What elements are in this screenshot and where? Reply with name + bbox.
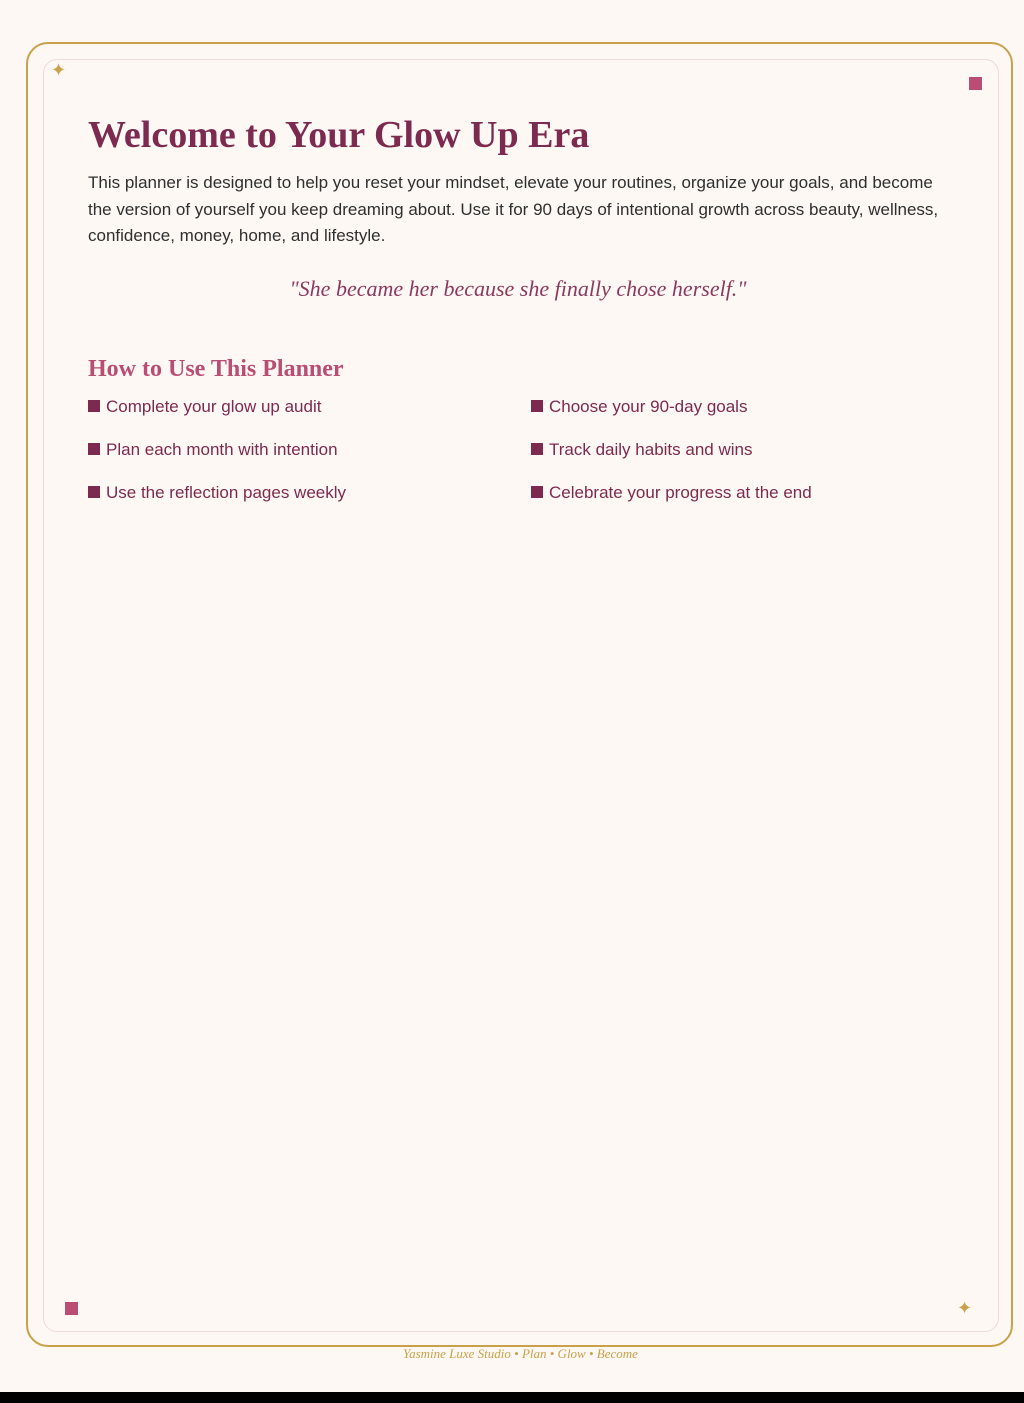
list-item-label: Track daily habits and wins: [549, 439, 753, 459]
section-title-how-to-use: How to Use This Planner: [88, 355, 344, 382]
list-item: [88, 437, 531, 462]
list-item: [531, 437, 948, 462]
square-bullet-icon: [531, 443, 543, 455]
list-item: [88, 394, 531, 419]
sparkle-icon: ✦: [957, 1298, 973, 1319]
square-icon: [65, 1302, 78, 1315]
page-title: Welcome to Your Glow Up Era: [88, 114, 590, 156]
list-item: [531, 480, 948, 505]
quote: "She became her because she finally chose herself.": [289, 275, 747, 301]
square-bullet-icon: [88, 486, 100, 498]
list-item-label: Use the reflection pages weekly: [106, 482, 347, 502]
square-icon: [969, 77, 982, 90]
list-item: [88, 480, 531, 505]
footer-text: Yasmine Luxe Studio • Plan • Glow • Become: [403, 1346, 638, 1361]
square-bullet-icon: [531, 400, 543, 412]
intro-paragraph: This planner is designed to help you reset your mindset, elevate your routines, organize your goals, and become the version of yourself you keep dreaming about. Use it for 90 days of intentional growth across beauty, wellness, confidence, money, home, and lifestyle.: [88, 173, 939, 245]
list-item: [531, 394, 948, 419]
square-bullet-icon: [88, 400, 100, 412]
list-item-label: Celebrate your progress at the end: [549, 482, 812, 502]
list-item-label: Choose your 90-day goals: [549, 396, 748, 416]
how-to-use-list: [88, 394, 948, 505]
square-bullet-icon: [531, 486, 543, 498]
square-bullet-icon: [88, 443, 100, 455]
sparkle-icon: ✦: [51, 60, 67, 81]
list-item-label: Complete your glow up audit: [106, 396, 322, 416]
list-item-label: Plan each month with intention: [106, 439, 338, 459]
page-content: [88, 108, 948, 505]
bottom-bar: [0, 1392, 1024, 1403]
